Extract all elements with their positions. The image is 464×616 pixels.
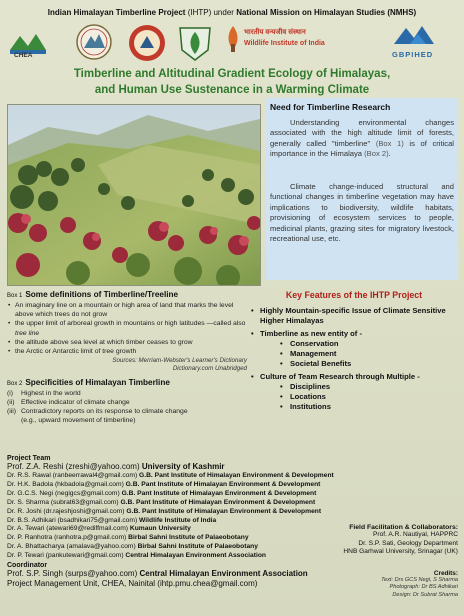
list-item: (ii) Effective indicator of climate change [7,399,130,406]
field-collaborators [306,524,458,557]
chea-logo-label: CHEA [14,52,33,59]
team-member-row: Dr. A. Bhattacharya (amalava@yahoo.com) Birbal Sahni Institute of Palaeobotany [7,543,258,551]
institute-emblem-logo [178,24,212,62]
kashmir-university-logo [128,24,166,62]
gbpihed-logo [388,22,440,48]
feature-item: • Timberline as new entity of - [250,329,458,339]
box1-list [7,301,247,356]
team-member-row: Dr. G.C.S. Negi (negigcs@gmail.com) G.B. Pant Institute of Himalayan Environment & Development [7,489,317,497]
feature-subitem: • Management [250,349,458,359]
need-paragraph-2: Climate change-induced structural and functional changes in timberline vegetation may have implications to biodiversity, wildlife habitats, provisioning of ecosystem services to people, medicinal plants, grazing sites for migratory livestock, recreational use, etc. [270,182,454,244]
field-row: HNB Garhwal University, Srinagar (UK) [343,548,458,556]
team-member-row: Dr. P. Tewari (pankutewari@gmail.com) Central Himalayan Environment Association [7,552,267,560]
team-member-row: Dr. S. Sharma (subrat63@gmail.com) G.B. Pant Institute of Himalayan Environment & Development [7,498,316,506]
list-item: • the upper limit of arboreal growth in mountains or high latitudes —called also tree line [7,319,247,337]
wii-hindi-label: भारतीय वन्यजीव संस्थान [244,29,306,36]
credits-row: Photograph: Dr BS Adhikari [389,584,458,591]
box1-definitions [7,290,247,373]
feature-item: • Culture of Team Research through Multiple - [250,372,458,382]
team-member-row: Prof. Z.A. Reshi (zreshi@yahoo.com) University of Kashmir [7,462,225,471]
feature-subitem: • Institutions [250,402,458,412]
list-item: (e.g., upward movement of timberline) [21,417,136,424]
team-member-row: Dr. A. Tewari (atewari69@rediffmail.com) Kumaun University [7,525,191,533]
feature-item: • Highly Mountain-specific Issue of Climate Sensitive Higher Himalayas [250,306,458,326]
box2-heading: Box 2 Specificities of Himalayan Timberline [7,378,170,387]
wii-english-label: Wildlife Institute of India [244,40,325,47]
need-paragraph-1: Understanding environmental changes associated with the high altitude limit of forests, generally called "timberline" (Box 1) is of critical importance in the Himalaya (Box 2). [270,118,454,159]
feature-subitem: • Locations [250,392,458,402]
project-team-section [7,455,407,589]
list-item: • An imaginary line on a mountain or high area of land that marks the level above which trees do not grow [7,301,247,319]
field-row: Prof. A.R. Nautiyal, HAPPRC [372,531,458,538]
box2-list [7,389,247,425]
project-header-line: Indian Himalayan Timberline Project (IHTP) under National Mission on Himalayan Studies (NMHS) [47,8,417,17]
need-heading: Need for Timberline Research [270,102,391,112]
feature-subitem: • Disciplines [250,382,458,392]
box2-specificities [7,378,247,425]
coordinator-row: Prof. S.P. Singh (surps@yahoo.com) Central Himalayan Environment Association [7,569,308,579]
credits-row: Text: Drs GCS Negi, S Sharma [381,577,458,583]
logo-strip [0,22,464,64]
field-heading: Field Facilitation & Collaborators: [349,524,458,531]
feature-subitem: • Conservation [250,339,458,349]
list-item: • the Arctic or Antarctic limit of tree growth [7,347,247,356]
need-for-research-box [266,98,458,280]
wii-emblem-logo [222,24,244,54]
field-row: Dr. S.P. Sati, Geology Department [358,539,458,547]
gbpihed-label: GBPIHED [392,50,434,59]
feature-subitem: • Societal Benefits [250,359,458,369]
credits-row: Design: Dr Subrat Sharma [392,591,458,598]
team-member-row: Dr. P. Ranhotra (ranhotra.p@gmail.com) Birbal Sahni Institute of Palaeobotany [7,534,249,542]
credits-heading: Credits: [433,570,458,577]
list-item: (iii) Contradictory reports on its response to climate change [7,408,188,415]
credits-block [340,570,458,599]
team-member-row: Dr. R. Joshi (dr.rajeshjoshi@gmail.com) G.B. Pant Institute of Himalayan Environment & Development [7,507,322,515]
list-item: • the altitude above sea level at which timber ceases to grow [7,338,247,347]
coordinator-heading: Coordinator [7,562,48,570]
nmhs-logo [76,24,112,60]
mountain-landscape-image [8,105,260,285]
key-features-section [250,290,458,412]
features-heading: Key Features of the IHTP Project [285,290,423,300]
pmu-row: Project Management Unit, CHEA, Nainital (ihtp.pmu.chea@gmail.com) [7,579,258,589]
team-member-row: Dr. B.S. Adhikari (bsadhikari75@gmail.com) Wildlife Institute of India [7,516,217,524]
list-item: (i) Highest in the world [7,390,81,397]
team-member-row: Dr. R.S. Rawal (ranbeerrawal4@gmail.com) G.B. Pant Institute of Himalayan Environment & Development [7,472,334,479]
poster-title: Timberline and Altitudinal Gradient Ecology of Himalayas, and Human Use Sustenance in a Warming Climate [73,68,391,96]
timberline-photo [7,104,261,286]
team-heading: Project Team [7,455,51,462]
box1-heading: Box 1 Some definitions of Timberline/Treeline [7,290,179,299]
team-member-row: Dr. H.K. Badola (hkbadola@gmail.com) G.B. Pant Institute of Himalayan Environment & Development [7,480,321,488]
box1-sources: Sources: Merriam-Webster's Learner's Dictionary Dictionary.com Unabridged [112,357,247,373]
